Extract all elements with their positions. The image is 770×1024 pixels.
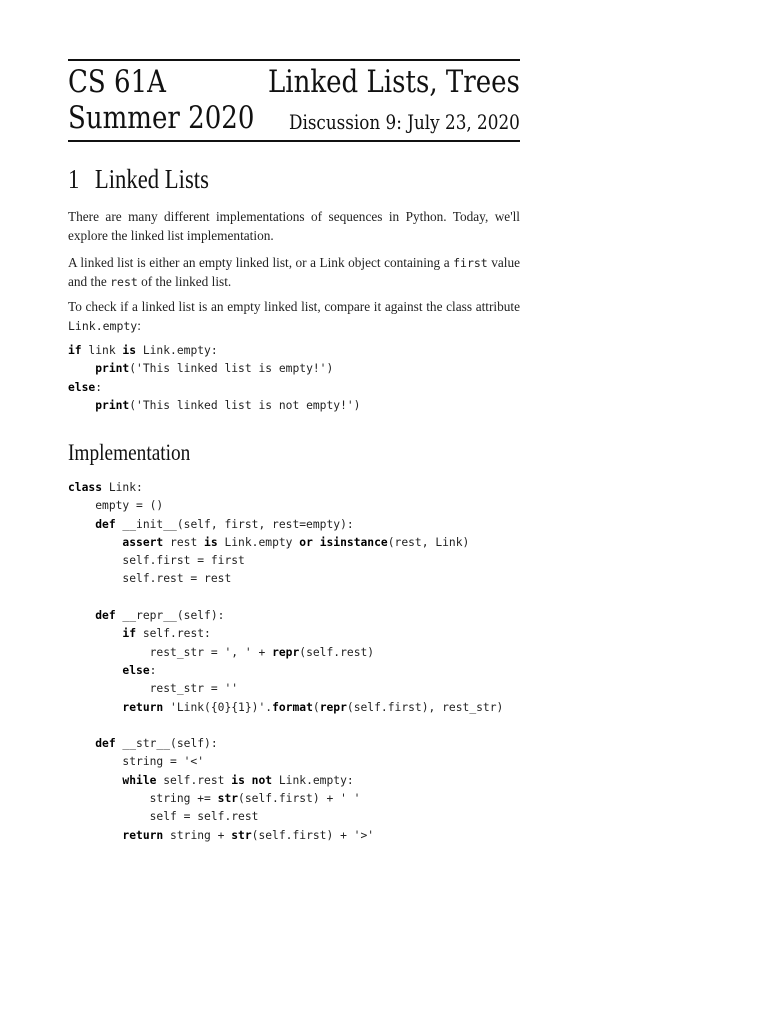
- code-text: Link.empty: [217, 535, 300, 549]
- code-text: ('This linked list is empty!'): [129, 362, 334, 376]
- code-keyword: else: [68, 380, 96, 394]
- code-text: self.first = first: [122, 554, 245, 568]
- course-title: CS 61A: [68, 64, 166, 100]
- code-text: rest_str = ', ' +: [149, 645, 273, 659]
- code-text: (self.first) + '>': [251, 828, 375, 842]
- code-keyword: repr: [272, 645, 300, 659]
- code-text: string = '<': [122, 755, 205, 769]
- intro-paragraph: There are many different implementations of sequences in Python. Today, we'll explore the linked list implementation.: [68, 209, 520, 243]
- code-keyword: print: [95, 362, 130, 376]
- implementation-code-block: [68, 479, 503, 845]
- code-text: Link.empty:: [272, 773, 354, 787]
- code-keyword: isinstance: [319, 535, 388, 549]
- code-keyword: class: [68, 481, 103, 494]
- code-keyword: is: [204, 535, 218, 549]
- code-text: 'Link({0}{1})'.: [163, 700, 273, 714]
- link-empty-code: Link.empty: [68, 319, 138, 333]
- code-text: (self.rest): [299, 645, 375, 659]
- code-keyword: return: [122, 700, 164, 714]
- code-text: self = self.rest: [149, 810, 259, 824]
- discussion-label: Discussion 9: July 23, 2020: [289, 110, 520, 134]
- check-text-a: To check if a linked list is an empty linked list, compare it against the class attribute: [68, 299, 520, 314]
- code-text: ('This linked list is not empty!'): [129, 398, 361, 412]
- code-text: string +=: [149, 792, 218, 806]
- code-text: [313, 536, 320, 549]
- section-title: Linked Lists: [94, 164, 209, 194]
- code-keyword: if: [68, 344, 82, 357]
- code-text: string +: [163, 828, 232, 842]
- first-attr-code: first: [453, 256, 488, 270]
- term-label: Summer 2020: [68, 100, 255, 136]
- code-keyword: str: [217, 792, 239, 806]
- code-text: __init__(self, first, rest=empty):: [115, 517, 354, 531]
- code-keyword: str: [231, 828, 252, 842]
- code-text: rest: [163, 535, 205, 549]
- code-keyword: def: [95, 609, 116, 623]
- topic-title: Linked Lists, Trees: [268, 64, 520, 100]
- code-text: :: [95, 380, 103, 394]
- code-keyword: is not: [231, 773, 273, 787]
- check-empty-code-block: [68, 342, 360, 415]
- code-text: __repr__(self):: [115, 609, 225, 623]
- code-keyword: is: [122, 344, 137, 357]
- code-keyword: def: [95, 737, 116, 751]
- code-keyword: or: [299, 535, 313, 549]
- code-text: Link.empty:: [136, 344, 218, 357]
- code-text: (self.first) + ' ': [238, 792, 361, 806]
- code-keyword: print: [95, 398, 130, 412]
- section-heading: [68, 164, 209, 194]
- definition-text-c: of the linked list.: [137, 274, 232, 290]
- definition-text-b: value and the: [68, 255, 521, 290]
- code-text: link: [81, 344, 123, 357]
- code-text: __str__(self):: [115, 737, 218, 751]
- code-text: :: [149, 663, 157, 677]
- code-keyword: if: [122, 627, 137, 641]
- code-text: (rest, Link): [387, 535, 470, 549]
- check-text-b: :: [137, 318, 141, 333]
- code-text: self.rest = rest: [122, 572, 232, 586]
- rest-attr-code: rest: [110, 275, 138, 290]
- code-keyword: return: [122, 828, 164, 842]
- definition-paragraph: [68, 253, 520, 292]
- code-keyword: def: [95, 517, 116, 531]
- code-keyword: repr: [319, 700, 347, 714]
- code-text: self.rest:: [136, 627, 211, 641]
- header-bottom-rule: [68, 140, 520, 142]
- code-text: rest_str = '': [149, 682, 239, 696]
- code-text: (: [312, 700, 320, 714]
- code-text: Link:: [102, 481, 143, 494]
- definition-text-a: A linked list is either an empty linked list, or a Link object containing a: [68, 255, 454, 270]
- code-text: (self.first), rest_str): [346, 700, 504, 714]
- code-text: self.rest: [156, 773, 232, 787]
- header-top-rule: [68, 59, 520, 61]
- code-text: empty = (): [95, 499, 164, 513]
- section-number: 1: [68, 164, 80, 194]
- code-keyword: format: [272, 700, 313, 714]
- code-keyword: while: [122, 773, 157, 787]
- code-keyword: else: [122, 663, 150, 677]
- check-empty-paragraph: [68, 297, 520, 335]
- code-keyword: assert: [122, 535, 164, 549]
- implementation-heading: Implementation: [68, 440, 191, 465]
